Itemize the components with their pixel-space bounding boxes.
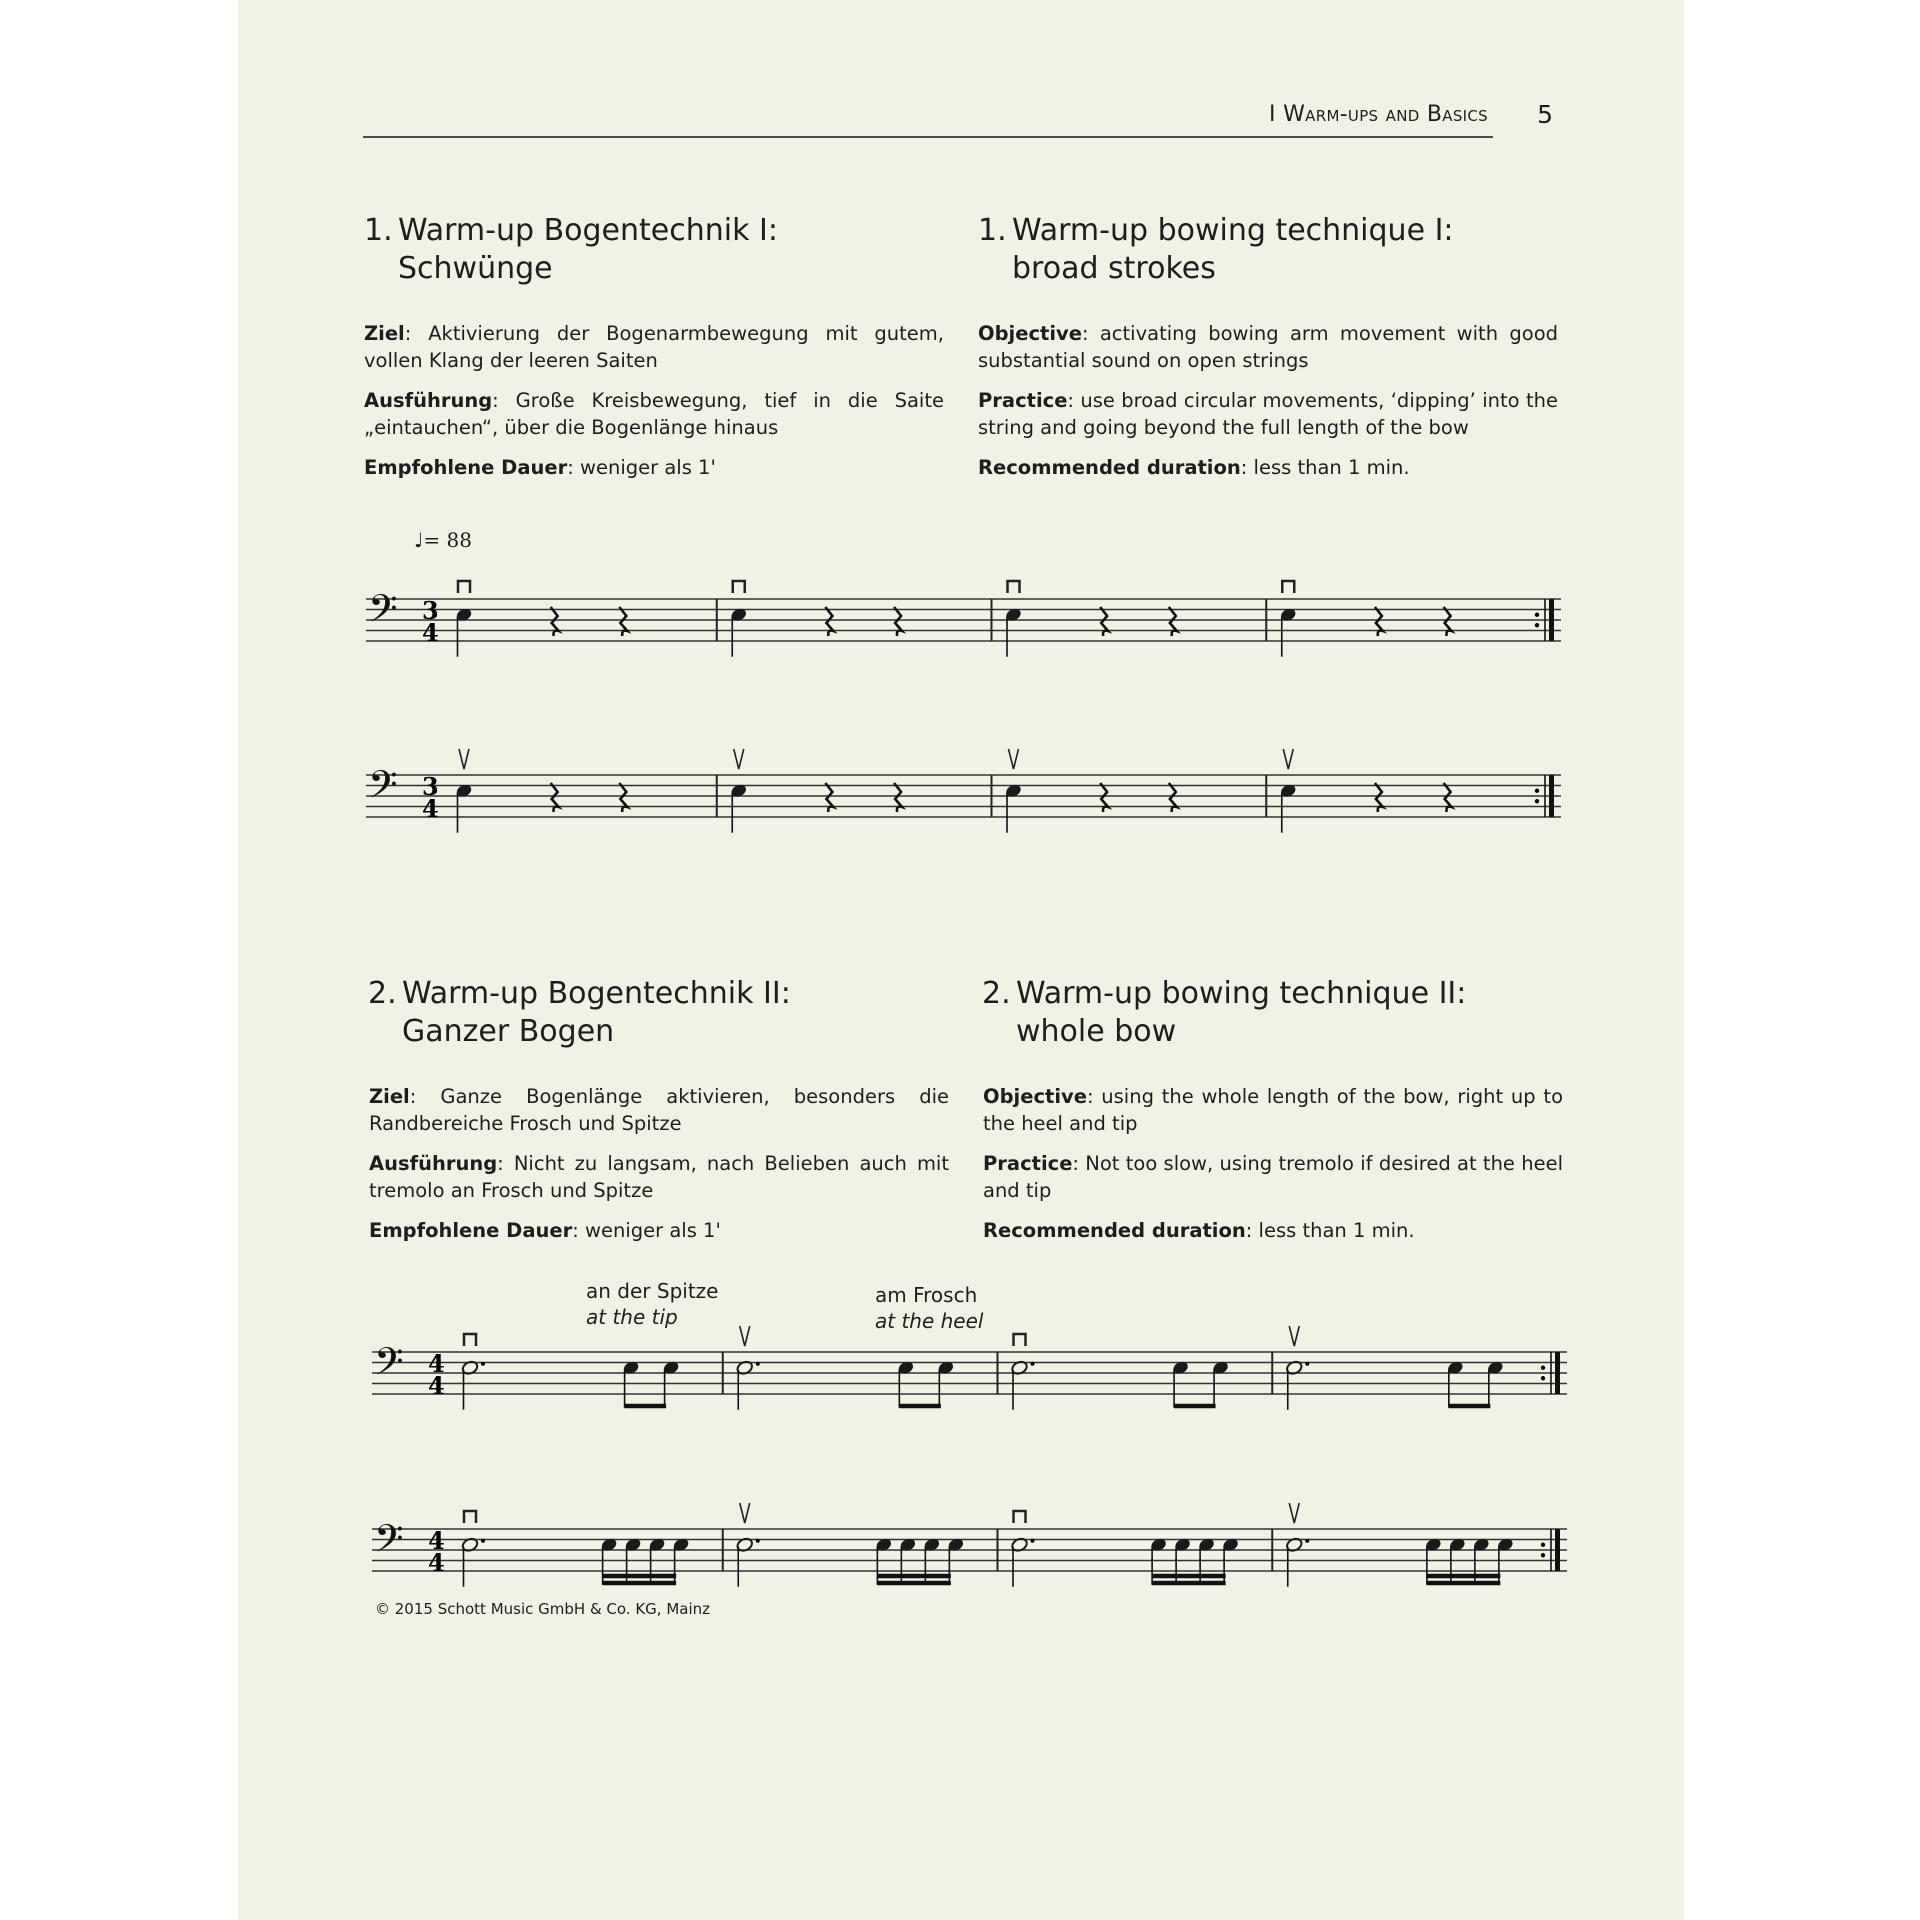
heading-title-line1: Warm-up Bogentechnik I: <box>398 213 778 248</box>
text: : Große Kreisbewegung, tief in die Saite „eintauchen“, über die Bogenlänge hinaus <box>364 389 944 439</box>
heading-title-line1: Warm-up Bogentechnik II: <box>402 976 791 1011</box>
text: : using the whole length of the bow, right up to the heel and tip <box>983 1085 1563 1135</box>
beam <box>1449 1404 1491 1409</box>
practice-en-2 <box>983 1150 1563 1204</box>
text: : Aktivierung der Bogenarmbewegung mit gutem, vollen Klang der leeren Saiten <box>364 322 944 372</box>
exercise-1-heading-en <box>978 212 1454 288</box>
up-bow-icon <box>734 749 744 769</box>
label: Ausführung <box>369 1152 498 1175</box>
text: : less than 1 min. <box>1245 1219 1415 1242</box>
objective-en-2 <box>983 1083 1563 1137</box>
beam <box>625 1404 667 1409</box>
quarter-rest-icon <box>1169 607 1177 636</box>
repeat-dot <box>1535 799 1539 803</box>
repeat-dot <box>1541 1553 1545 1557</box>
augmentation-dot <box>756 1362 760 1366</box>
label: Ziel <box>369 1085 410 1108</box>
label: Recommended duration <box>978 456 1241 479</box>
augmentation-dot <box>481 1362 485 1366</box>
quarter-rest-icon <box>1444 783 1452 812</box>
augmentation-dot <box>756 1539 760 1543</box>
augmentation-dot <box>1031 1539 1035 1543</box>
quarter-rest-icon <box>551 783 559 812</box>
quarter-rest-icon <box>1444 607 1452 636</box>
quarter-rest-icon <box>894 607 902 636</box>
barline-thick <box>1555 1352 1560 1394</box>
duration-de-2 <box>369 1217 949 1244</box>
beam <box>603 1574 677 1579</box>
copyright: © 2015 Schott Music GmbH & Co. KG, Mainz <box>375 1600 711 1618</box>
bass-clef-icon: 𝄢 <box>374 1339 404 1393</box>
barline-thick <box>1555 1529 1560 1571</box>
repeat-dot <box>1541 1543 1545 1547</box>
repeat-dot <box>1535 789 1539 793</box>
tempo-value: = 88 <box>423 528 473 552</box>
text: : weniger als 1' <box>567 456 716 479</box>
text: : less than 1 min. <box>1240 456 1410 479</box>
label: Empfohlene Dauer <box>364 456 568 479</box>
staff-1-1 <box>366 565 1571 675</box>
heading-number: 2. <box>368 976 397 1011</box>
beam <box>603 1581 677 1586</box>
down-bow-icon <box>1282 581 1294 593</box>
down-bow-icon <box>1014 1511 1026 1523</box>
barline-thick <box>1549 599 1554 641</box>
text: : Nicht zu langsam, nach Belieben auch mit tremolo an Frosch und Spitze <box>369 1152 949 1202</box>
heading-title-line1: Warm-up bowing technique I: <box>1012 213 1454 248</box>
bass-clef-icon: 𝄢 <box>368 586 398 640</box>
quarter-rest-icon <box>894 783 902 812</box>
running-head <box>363 96 1553 136</box>
down-bow-icon <box>733 581 745 593</box>
up-bow-icon <box>740 1503 750 1523</box>
up-bow-icon <box>1009 749 1019 769</box>
heading-title-line2: broad strokes <box>1012 251 1216 286</box>
up-bow-icon <box>1289 1326 1299 1346</box>
time-signature-top: 3 <box>422 596 439 625</box>
time-signature-bottom: 4 <box>428 1548 445 1577</box>
time-signature-bottom: 4 <box>428 1371 445 1400</box>
practice-de <box>364 387 944 441</box>
quarter-rest-icon <box>619 783 627 812</box>
heading-number: 1. <box>978 213 1007 248</box>
beam <box>1427 1581 1501 1586</box>
staff-1-2 <box>366 741 1571 851</box>
annotation-en: at the heel <box>875 1309 984 1333</box>
quarter-rest-icon <box>825 607 833 636</box>
down-bow-icon <box>1014 1334 1026 1346</box>
augmentation-dot <box>481 1539 485 1543</box>
objective-de-2 <box>369 1083 949 1137</box>
augmentation-dot <box>1031 1362 1035 1366</box>
text: : weniger als 1' <box>572 1219 721 1242</box>
label: Practice <box>978 389 1068 412</box>
beam <box>1152 1581 1226 1586</box>
up-bow-icon <box>1283 749 1293 769</box>
heading-number: 2. <box>982 976 1011 1011</box>
heading-title-line2: Schwünge <box>398 251 553 286</box>
heading-title-line1: Warm-up bowing technique II: <box>1016 976 1467 1011</box>
beam <box>1152 1574 1226 1579</box>
beam <box>1427 1574 1501 1579</box>
time-signature-bottom: 4 <box>422 794 439 823</box>
label: Empfohlene Dauer <box>369 1219 573 1242</box>
time-signature-top: 3 <box>422 772 439 801</box>
header-rule <box>363 136 1493 138</box>
quarter-rest-icon <box>1100 783 1108 812</box>
label: Ziel <box>364 322 405 345</box>
barline-thick <box>1549 775 1554 817</box>
down-bow-icon <box>464 1334 476 1346</box>
exercise-2-heading-de <box>368 975 791 1051</box>
down-bow-icon <box>458 581 470 593</box>
augmentation-dot <box>1305 1539 1309 1543</box>
quarter-rest-icon <box>551 607 559 636</box>
text: : Not too slow, using tremolo if desired at the heel and tip <box>983 1152 1563 1202</box>
tempo-marking <box>414 527 472 553</box>
beam <box>1174 1404 1216 1409</box>
exercise-1-heading-de <box>364 212 778 288</box>
annotation-de: am Frosch <box>875 1283 978 1307</box>
page <box>238 0 1684 1920</box>
beam <box>899 1404 941 1409</box>
down-bow-icon <box>1008 581 1020 593</box>
beam <box>877 1581 951 1586</box>
annotation-de: an der Spitze <box>586 1279 719 1303</box>
repeat-dot <box>1541 1366 1545 1370</box>
objective-en <box>978 320 1558 374</box>
duration-en <box>978 454 1558 481</box>
duration-en-2 <box>983 1217 1563 1244</box>
text: : use broad circular movements, ‘dipping’ into the string and going beyond the full length of the bow <box>978 389 1558 439</box>
quarter-note-icon: ♩ <box>414 528 424 552</box>
time-signature-top: 4 <box>428 1349 445 1378</box>
up-bow-icon <box>459 749 469 769</box>
annotation-en: at the tip <box>586 1305 678 1329</box>
bass-clef-icon: 𝄢 <box>368 762 398 816</box>
practice-en <box>978 387 1558 441</box>
repeat-dot <box>1541 1376 1545 1380</box>
practice-de-2 <box>369 1150 949 1204</box>
quarter-rest-icon <box>1169 783 1177 812</box>
repeat-dot <box>1535 623 1539 627</box>
heading-number: 1. <box>364 213 393 248</box>
label: Objective <box>983 1085 1087 1108</box>
page-number: 5 <box>1537 100 1553 129</box>
exercise-2-heading-en <box>982 975 1466 1051</box>
down-bow-icon <box>464 1511 476 1523</box>
label: Recommended duration <box>983 1219 1246 1242</box>
quarter-rest-icon <box>1375 607 1383 636</box>
text: : activating bowing arm movement with good substantial sound on open strings <box>978 322 1558 372</box>
time-signature-top: 4 <box>428 1526 445 1555</box>
staff-2-1 <box>372 1318 1577 1428</box>
chapter-title: I Warm-ups and Basics <box>1269 102 1488 127</box>
quarter-rest-icon <box>1100 607 1108 636</box>
text: : Ganze Bogenlänge aktivieren, besonders die Randbereiche Frosch und Spitze <box>369 1085 949 1135</box>
quarter-rest-icon <box>1375 783 1383 812</box>
label: Practice <box>983 1152 1073 1175</box>
up-bow-icon <box>740 1326 750 1346</box>
label: Ausführung <box>364 389 493 412</box>
quarter-rest-icon <box>825 783 833 812</box>
bass-clef-icon: 𝄢 <box>374 1516 404 1570</box>
beam <box>877 1574 951 1579</box>
objective-de <box>364 320 944 374</box>
label: Objective <box>978 322 1082 345</box>
duration-de <box>364 454 944 481</box>
up-bow-icon <box>1289 1503 1299 1523</box>
quarter-rest-icon <box>619 607 627 636</box>
heading-title-line2: Ganzer Bogen <box>402 1014 615 1049</box>
time-signature-bottom: 4 <box>422 618 439 647</box>
augmentation-dot <box>1305 1362 1309 1366</box>
staff-2-2 <box>372 1495 1577 1605</box>
heading-title-line2: whole bow <box>1016 1014 1177 1049</box>
repeat-dot <box>1535 613 1539 617</box>
